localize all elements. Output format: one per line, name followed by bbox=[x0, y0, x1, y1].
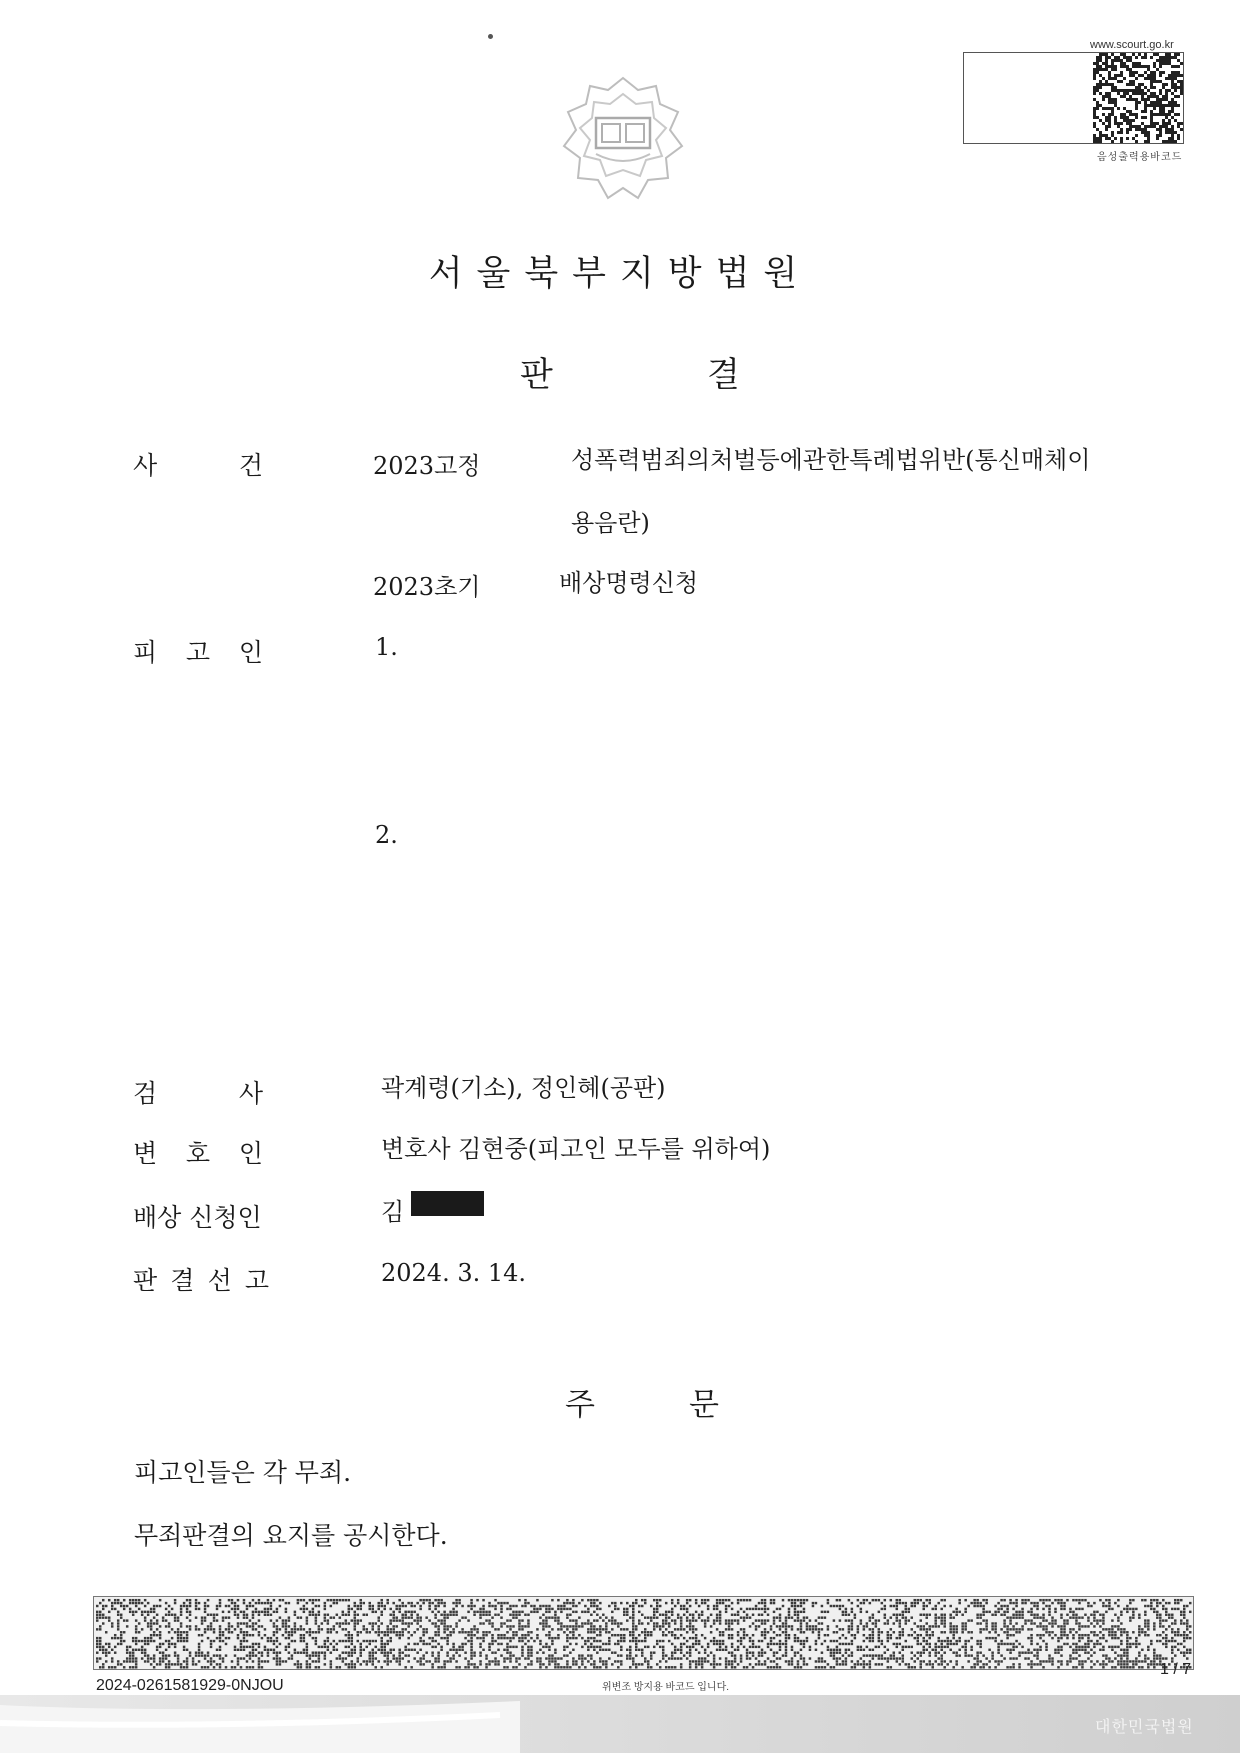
swoosh-decoration bbox=[0, 1695, 520, 1753]
judgment-date-value: 2024. 3. 14. bbox=[381, 1259, 527, 1287]
defendant-2: 2. bbox=[375, 821, 398, 849]
redaction-block bbox=[411, 1191, 484, 1216]
qr-code-icon bbox=[1093, 53, 1183, 143]
order-line-1: 피고인들은 각 무죄. bbox=[134, 1458, 352, 1487]
page-number: 1 / 7 bbox=[1160, 1661, 1192, 1678]
case-label bbox=[133, 446, 263, 482]
label-char: 검 bbox=[133, 1079, 158, 1108]
court-brand-text: 대한민국법원 bbox=[1095, 1717, 1194, 1736]
case-number-1: 2023고정 bbox=[373, 452, 481, 480]
voice-barcode-box bbox=[963, 52, 1184, 144]
label-char: 인 bbox=[238, 1139, 263, 1168]
site-url: www.scourt.go.kr bbox=[1090, 39, 1174, 51]
label-char: 건 bbox=[238, 451, 263, 480]
defendant-1: 1. bbox=[375, 633, 398, 661]
label-char: 사 bbox=[133, 451, 158, 480]
label-char: 고 bbox=[185, 638, 211, 667]
prosecutor-value: 곽계령(기소), 정인혜(공판) bbox=[381, 1074, 666, 1102]
order-heading-char: 문 bbox=[689, 1387, 719, 1423]
label-char: 호 bbox=[185, 1139, 211, 1168]
label-char: 고 bbox=[244, 1266, 269, 1295]
barcode-label: 음성출력용바코드 bbox=[1097, 152, 1183, 163]
applicant-value: 김 bbox=[381, 1198, 405, 1226]
label-char: 피 bbox=[133, 638, 158, 667]
order-heading-char: 주 bbox=[565, 1387, 595, 1423]
label-char: 인 bbox=[238, 638, 263, 667]
case-number-2: 2023초기 bbox=[373, 573, 481, 601]
label-char: 판 bbox=[133, 1266, 158, 1295]
scan-mark bbox=[488, 34, 493, 39]
doc-title-char: 결 bbox=[707, 355, 740, 395]
applicant-label: 배상 신청인 bbox=[133, 1203, 262, 1232]
barcode-note: 위변조 방지용 바코드 입니다. bbox=[602, 1682, 730, 1693]
defendant-label bbox=[133, 633, 263, 669]
label-char: 선 bbox=[207, 1266, 232, 1295]
document-id: 2024-0261581929-0NJOU bbox=[96, 1677, 284, 1694]
order-line-2: 무죄판결의 요지를 공시한다. bbox=[134, 1521, 448, 1550]
case-name-1-line2: 용음란) bbox=[571, 509, 650, 537]
court-name: 서울북부지방법원 bbox=[428, 254, 812, 294]
doc-title-char: 판 bbox=[520, 355, 553, 395]
case-name-1-line1: 성폭력범죄의처벌등에관한특례법위반(통신매체이 bbox=[571, 446, 1091, 474]
label-char: 사 bbox=[238, 1079, 263, 1108]
case-name-2: 배상명령신청 bbox=[559, 569, 699, 597]
counsel-value: 변호사 김현중(피고인 모두를 위하여) bbox=[381, 1135, 771, 1163]
judgment-date-label bbox=[133, 1261, 269, 1297]
counsel-label bbox=[133, 1134, 263, 1170]
label-char: 변 bbox=[133, 1139, 158, 1168]
prosecutor-label bbox=[133, 1074, 263, 1110]
anti-forgery-barcode bbox=[93, 1596, 1194, 1670]
court-emblem-icon bbox=[556, 72, 690, 206]
label-char: 결 bbox=[170, 1266, 195, 1295]
